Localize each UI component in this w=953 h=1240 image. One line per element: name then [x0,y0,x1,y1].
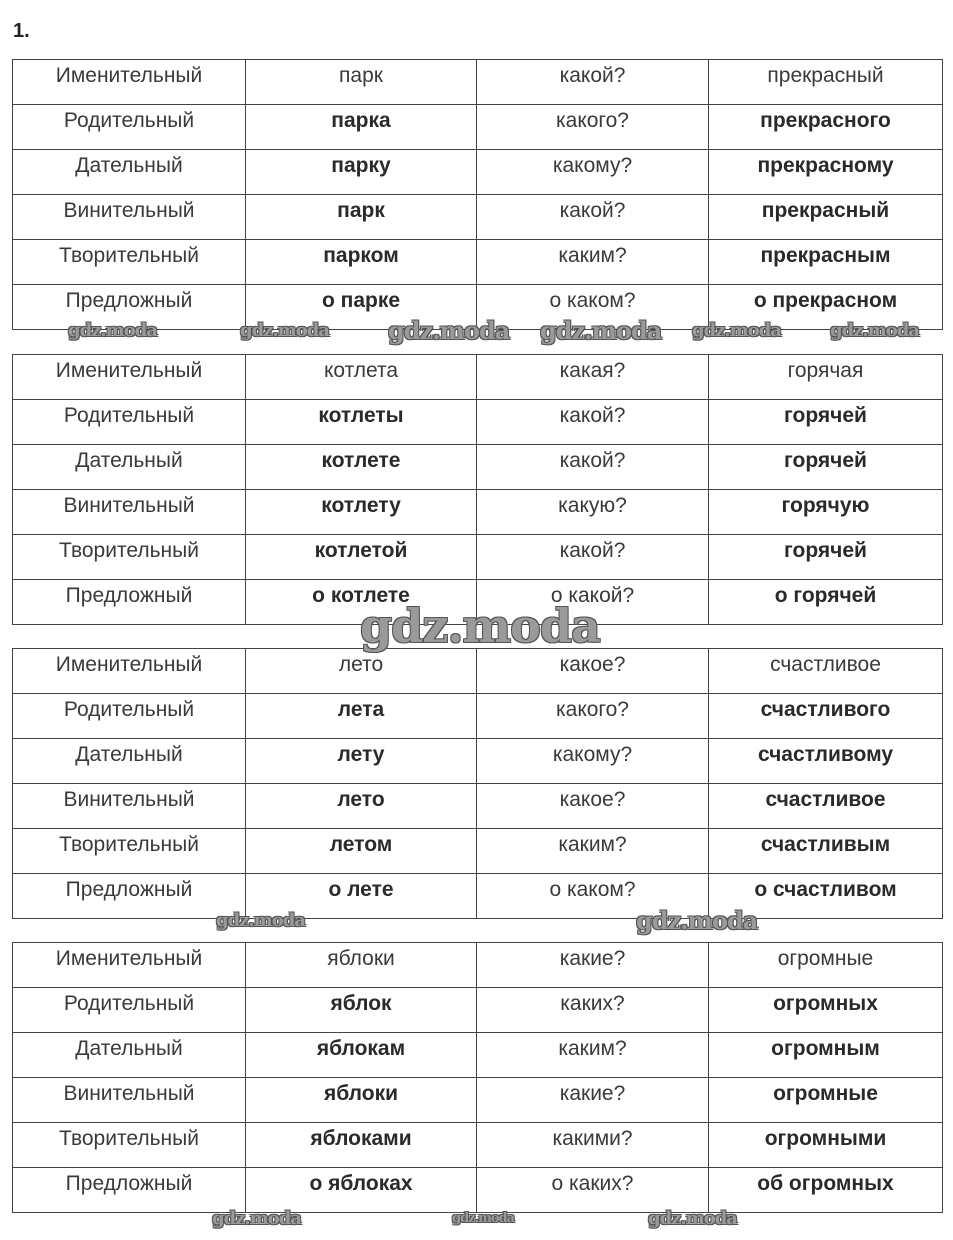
case-name-cell: Родительный [13,400,246,445]
declension-table [12,942,943,1213]
exercise-number: 1. [13,20,30,42]
noun-form-cell: парк [246,60,477,105]
adjective-form-cell: горячую [709,490,943,535]
adjective-form-cell: огромные [709,1078,943,1123]
watermark: gdz.moda [540,316,662,345]
adjective-form-cell: о счастливом [709,874,943,919]
table-row [13,988,943,1033]
question-cell: о каких? [477,1168,709,1213]
table-row [13,490,943,535]
question-cell: какое? [477,649,709,694]
question-cell: какие? [477,1078,709,1123]
question-cell: какому? [477,739,709,784]
question-cell: каким? [477,240,709,285]
case-name-cell: Винительный [13,490,246,535]
table-row [13,943,943,988]
question-cell: какая? [477,355,709,400]
case-name-cell: Именительный [13,943,246,988]
noun-form-cell: летом [246,829,477,874]
question-cell: какому? [477,150,709,195]
table-row [13,829,943,874]
watermark: gdz.moda [636,906,758,935]
case-name-cell: Винительный [13,784,246,829]
table-row [13,694,943,739]
noun-form-cell: лету [246,739,477,784]
table-row [13,105,943,150]
table-row [13,195,943,240]
adjective-form-cell: огромными [709,1123,943,1168]
table-row [13,285,943,330]
adjective-form-cell: счастливое [709,784,943,829]
table-row [13,355,943,400]
table-row [13,535,943,580]
table-row [13,150,943,195]
noun-form-cell: о яблоках [246,1168,477,1213]
case-name-cell: Дательный [13,1033,246,1078]
noun-form-cell: котлете [246,445,477,490]
adjective-form-cell: горячей [709,400,943,445]
noun-form-cell: парку [246,150,477,195]
watermark: gdz.moda [648,1208,737,1229]
noun-form-cell: яблок [246,988,477,1033]
noun-form-cell: котлета [246,355,477,400]
question-cell: какой? [477,195,709,240]
noun-form-cell: котлетой [246,535,477,580]
watermark: gdz.moda [240,320,329,341]
case-name-cell: Именительный [13,355,246,400]
adjective-form-cell: горячая [709,355,943,400]
noun-form-cell: парк [246,195,477,240]
question-cell: какой? [477,400,709,445]
adjective-form-cell: огромные [709,943,943,988]
adjective-form-cell: счастливым [709,829,943,874]
question-cell: какого? [477,694,709,739]
noun-form-cell: яблокам [246,1033,477,1078]
watermark: gdz.moda [452,1211,515,1226]
case-name-cell: Предложный [13,285,246,330]
adjective-form-cell: огромных [709,988,943,1033]
declension-table [12,648,943,919]
question-cell: какой? [477,60,709,105]
watermark: gdz.moda [388,316,510,345]
noun-form-cell: яблоками [246,1123,477,1168]
adjective-form-cell: счастливое [709,649,943,694]
adjective-form-cell: прекрасный [709,60,943,105]
question-cell: каким? [477,829,709,874]
adjective-form-cell: прекрасный [709,195,943,240]
case-name-cell: Дательный [13,445,246,490]
case-name-cell: Винительный [13,195,246,240]
adjective-form-cell: прекрасного [709,105,943,150]
noun-form-cell: о котлете [246,580,477,625]
table-row [13,400,943,445]
noun-form-cell: парком [246,240,477,285]
table-row [13,445,943,490]
watermark: gdz.moda [830,320,919,341]
case-name-cell: Творительный [13,535,246,580]
adjective-form-cell: огромным [709,1033,943,1078]
adjective-form-cell: о горячей [709,580,943,625]
case-name-cell: Именительный [13,649,246,694]
table-row [13,1078,943,1123]
adjective-form-cell: горячей [709,535,943,580]
noun-form-cell: лето [246,784,477,829]
case-name-cell: Родительный [13,988,246,1033]
noun-form-cell: котлету [246,490,477,535]
question-cell: о каком? [477,285,709,330]
watermark: gdz.moda [692,320,781,341]
table-row [13,739,943,784]
question-cell: какими? [477,1123,709,1168]
question-cell: каких? [477,988,709,1033]
question-cell: каким? [477,1033,709,1078]
case-name-cell: Творительный [13,1123,246,1168]
question-cell: о каком? [477,874,709,919]
watermark: gdz.moda [212,1208,301,1229]
table-row [13,649,943,694]
adjective-form-cell: горячей [709,445,943,490]
case-name-cell: Предложный [13,1168,246,1213]
case-name-cell: Дательный [13,150,246,195]
case-name-cell: Творительный [13,829,246,874]
declension-table [12,59,943,330]
watermark: gdz.moda [360,599,600,653]
adjective-form-cell: прекрасным [709,240,943,285]
case-name-cell: Родительный [13,694,246,739]
noun-form-cell: лето [246,649,477,694]
noun-form-cell: котлеты [246,400,477,445]
noun-form-cell: парка [246,105,477,150]
noun-form-cell: яблоки [246,943,477,988]
table-row [13,240,943,285]
noun-form-cell: яблоки [246,1078,477,1123]
adjective-form-cell: об огромных [709,1168,943,1213]
adjective-form-cell: счастливому [709,739,943,784]
table-row [13,784,943,829]
noun-form-cell: о парке [246,285,477,330]
declension-table [12,354,943,625]
adjective-form-cell: прекрасному [709,150,943,195]
question-cell: какой? [477,535,709,580]
question-cell: какой? [477,445,709,490]
table-row [13,874,943,919]
table-row [13,1033,943,1078]
table-row [13,1123,943,1168]
watermark: gdz.moda [216,910,305,931]
adjective-form-cell: счастливого [709,694,943,739]
question-cell: какого? [477,105,709,150]
case-name-cell: Предложный [13,874,246,919]
watermark: gdz.moda [68,320,157,341]
question-cell: какие? [477,943,709,988]
question-cell: о какой? [477,580,709,625]
noun-form-cell: о лете [246,874,477,919]
table-row [13,580,943,625]
case-name-cell: Дательный [13,739,246,784]
adjective-form-cell: о прекрасном [709,285,943,330]
question-cell: какую? [477,490,709,535]
table-row [13,1168,943,1213]
case-name-cell: Именительный [13,60,246,105]
case-name-cell: Творительный [13,240,246,285]
case-name-cell: Предложный [13,580,246,625]
table-row [13,60,943,105]
noun-form-cell: лета [246,694,477,739]
question-cell: какое? [477,784,709,829]
case-name-cell: Родительный [13,105,246,150]
case-name-cell: Винительный [13,1078,246,1123]
